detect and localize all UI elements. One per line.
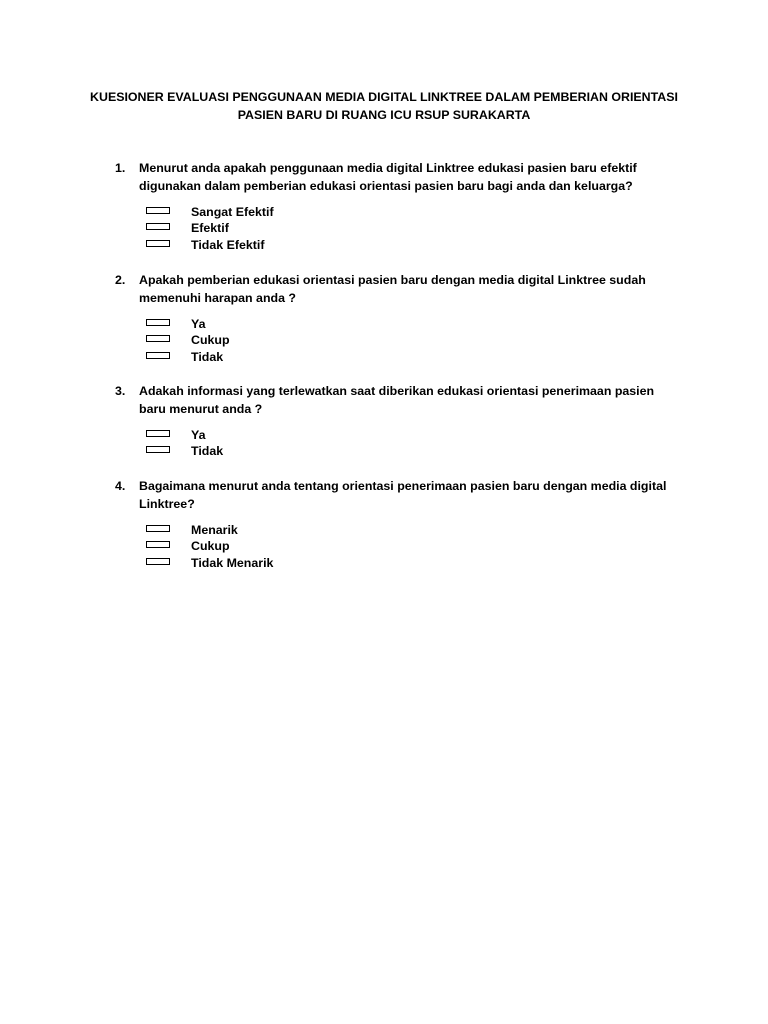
question-text-line: Bagaimana menurut anda tentang orientasi penerimaan pasien baru dengan media digital bbox=[139, 479, 667, 493]
checkbox[interactable] bbox=[146, 207, 170, 214]
checkbox[interactable] bbox=[146, 541, 170, 548]
question-number: 1. bbox=[115, 161, 126, 175]
checkbox[interactable] bbox=[146, 352, 170, 359]
option-label: Ya bbox=[191, 428, 206, 442]
checkbox[interactable] bbox=[146, 335, 170, 342]
question-text bbox=[139, 477, 689, 513]
checkbox[interactable] bbox=[146, 240, 170, 247]
question-number: 4. bbox=[115, 479, 126, 493]
document-title bbox=[90, 88, 678, 124]
option-label: Cukup bbox=[191, 539, 230, 554]
question-text-line: Adakah informasi yang terlewatkan saat diberikan edukasi orientasi penerimaan pasien bbox=[139, 384, 655, 398]
option-label: Efektif bbox=[191, 221, 229, 236]
option-label: Ya bbox=[191, 317, 206, 331]
title-line-2: PASIEN BARU DI RUANG ICU RSUP SURAKARTA bbox=[237, 108, 531, 122]
question-text bbox=[139, 382, 689, 418]
option-label: Sangat Efektif bbox=[191, 205, 274, 219]
checkbox[interactable] bbox=[146, 446, 170, 453]
question-text-line: digunakan dalam pemberian edukasi orientasi pasien baru bagi anda dan keluarga? bbox=[139, 179, 633, 193]
question-number: 3. bbox=[115, 384, 126, 398]
question-text-line: Menurut anda apakah penggunaan media digital Linktree edukasi pasien baru efektif bbox=[139, 161, 637, 175]
checkbox[interactable] bbox=[146, 223, 170, 230]
question-text bbox=[139, 271, 689, 307]
question-text-line: Apakah pemberian edukasi orientasi pasien baru dengan media digital Linktree sudah bbox=[139, 273, 646, 287]
question-number: 2. bbox=[115, 273, 126, 287]
option-label: Tidak Menarik bbox=[191, 555, 274, 570]
checkbox[interactable] bbox=[146, 558, 170, 565]
option-label: Tidak Efektif bbox=[191, 237, 265, 252]
checkbox[interactable] bbox=[146, 430, 170, 437]
option-label: Cukup bbox=[191, 333, 230, 348]
question-text-line: baru menurut anda ? bbox=[139, 402, 263, 416]
question-text-line: memenuhi harapan anda ? bbox=[139, 291, 296, 305]
question-text-line: Linktree? bbox=[139, 497, 195, 511]
checkbox[interactable] bbox=[146, 319, 170, 326]
option-label: Menarik bbox=[191, 523, 238, 537]
option-label: Tidak bbox=[191, 444, 224, 459]
checkbox[interactable] bbox=[146, 525, 170, 532]
option-label: Tidak bbox=[191, 349, 224, 364]
title-line-1: KUESIONER EVALUASI PENGGUNAAN MEDIA DIGITAL LINKTREE DALAM PEMBERIAN ORIENTASI bbox=[90, 90, 678, 104]
question-text bbox=[139, 159, 689, 195]
